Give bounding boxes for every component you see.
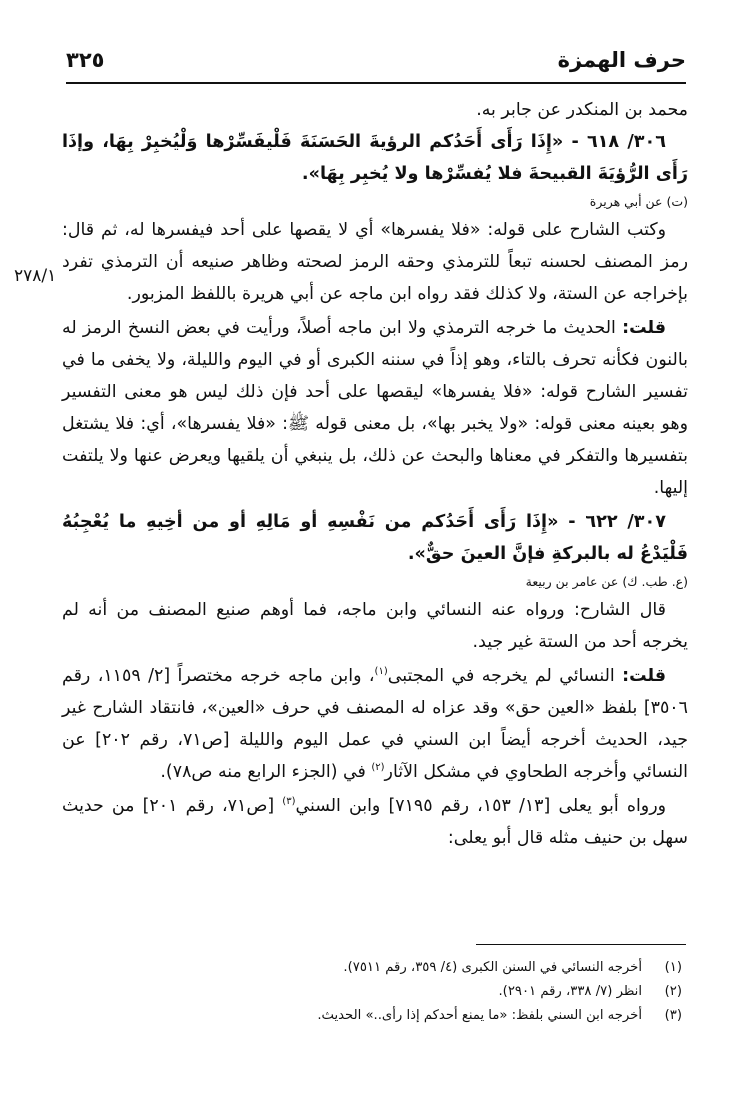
paragraph-text: [ص٧١، رقم ٢٠١] من حديث سهل بن حنيف مثله قال أبو يعلى: <box>62 796 688 848</box>
qult-text: في (الجزء الرابع منه ص٧٨). <box>160 762 372 782</box>
qult-label: قلت: <box>622 318 666 338</box>
main-text <box>62 94 688 854</box>
page-header <box>66 44 686 84</box>
qult-text: النسائي لم يخرجه في المجتبى <box>387 666 623 686</box>
hadith-source: (ت) عن أبي هريرة <box>589 194 688 209</box>
footnote-number: (١) <box>664 960 682 975</box>
footnote-number: (٣) <box>664 1008 682 1023</box>
qult-label: قلت: <box>622 666 667 686</box>
hadith-306: ٣٠٦/ ٦١٨ - «إِذَا رَأَى أَحَدُكم الرؤيةَ الحَسَنَةَ فَلْيفَسِّرْها وَلْيُخبِرْ بِهَا، وإذَا رَأَى الرُّؤيَةَ القبيحةَ فلا يُفسِّرْها ولا يُخبِر بِهَا». <box>62 132 688 184</box>
hadith-307: ٣٠٧/ ٦٢٢ - «إِذَا رَأَى أَحَدُكم من نَفْسِهِ أو مَالِهِ أو من أخِيهِ ما يُعْجِبُهُ فَلْيَدْعُ له بالبركةِ فإنَّ العينَ حقٌّ». <box>62 512 688 564</box>
qult-text: الحديث ما خرجه الترمذي ولا ابن ماجه أصلاً، ورأيت في بعض النسخ الرمز له بالنون فكأنه تحرف بالتاء، وهو إذاً في سننه الكبرى أو في اليوم والليلة، ولا يخفى ما في تفسير الشارح قوله: «فلا يفسرها» ليقصها على أحد فإن ذلك ليس هو معنى التفسير وهو بعينه معنى قوله: «ولا يخبر بها»، بل معنى قوله ﷺ: «فلا يفسرها»، أي: فلا يشتغل بتفسيرها والتفكر في معناها والبحث عن ذلك، بل ينبغي أن يلقيها ويعرض عنها ولا يلتفت إليها. <box>62 318 688 498</box>
text-paragraph <box>62 790 688 854</box>
commentary-paragraph: وكتب الشارح على قوله: «فلا يفسرها» أي لا يقصها على أحد فيفسرها له، ثم قال: رمز المصنف لحسنه تبعاً للترمذي وحقه الرمز لصحته وظاهر صنيعه أن الترمذي تفرد بإخراجه عن الستة، ولا كذلك فقد رواه ابن ماجه عن أبي هريرة باللفظ المزبور. <box>62 220 688 304</box>
hadith-source: (ع. طب. ك) عن عامر بن ربيعة <box>525 574 688 589</box>
paragraph-text: ورواه أبو يعلى [١٣/ ١٥٣، رقم ٧١٩٥] وابن السني <box>295 796 666 816</box>
footnote-text: أخرجه النسائي في السنن الكبرى (٤/ ٣٥٩، رقم ٧٥١١). <box>343 960 642 975</box>
qult-paragraph <box>62 312 688 504</box>
footnote-number: (٢) <box>664 984 682 999</box>
qult-paragraph <box>62 660 688 788</box>
page-number: ٣٢٥ <box>66 48 105 72</box>
footnote-text: أخرجه ابن السني بلفظ: «ما يمنع أحدكم إذا رأى..» الحديث. <box>317 1008 642 1023</box>
footnote <box>64 1004 682 1028</box>
footnotes <box>64 956 682 1028</box>
chapter-title: حرف الهمزة <box>557 48 686 72</box>
footnote-divider <box>476 944 686 945</box>
footnote <box>64 956 682 980</box>
footnote <box>64 980 682 1004</box>
footnote-ref: (١) <box>374 666 388 678</box>
commentary-paragraph: قال الشارح: ورواه عنه النسائي وابن ماجه، فما أوهم صنيع المصنف من أنه لم يخرجه أحد من الستة غير جيد. <box>62 600 688 652</box>
footnote-ref: (٣) <box>282 796 296 808</box>
qult-text: ، وابن ماجه خرجه مختصراً [٢/ ١١٥٩، رقم ٣٥٠٦] بلفظ «العين حق» وقد عزاه له المصنف في حرف «العين»، فانتقاد الشارح غير جيد، الحديث أخرجه أيضاً ابن السني في عمل اليوم والليلة [ص٧١، رقم ٢٠٢] عن النسائي وأخرجه الطحاوي في مشكل الآثار <box>62 666 688 782</box>
footnote-text: انظر (٧/ ٣٣٨، رقم ٢٩٠١). <box>498 984 642 999</box>
margin-reference: ٢٧٨/١ <box>14 266 57 286</box>
text-paragraph: محمد بن المنكدر عن جابر به. <box>476 100 688 120</box>
footnote-ref: (٢) <box>371 762 385 774</box>
